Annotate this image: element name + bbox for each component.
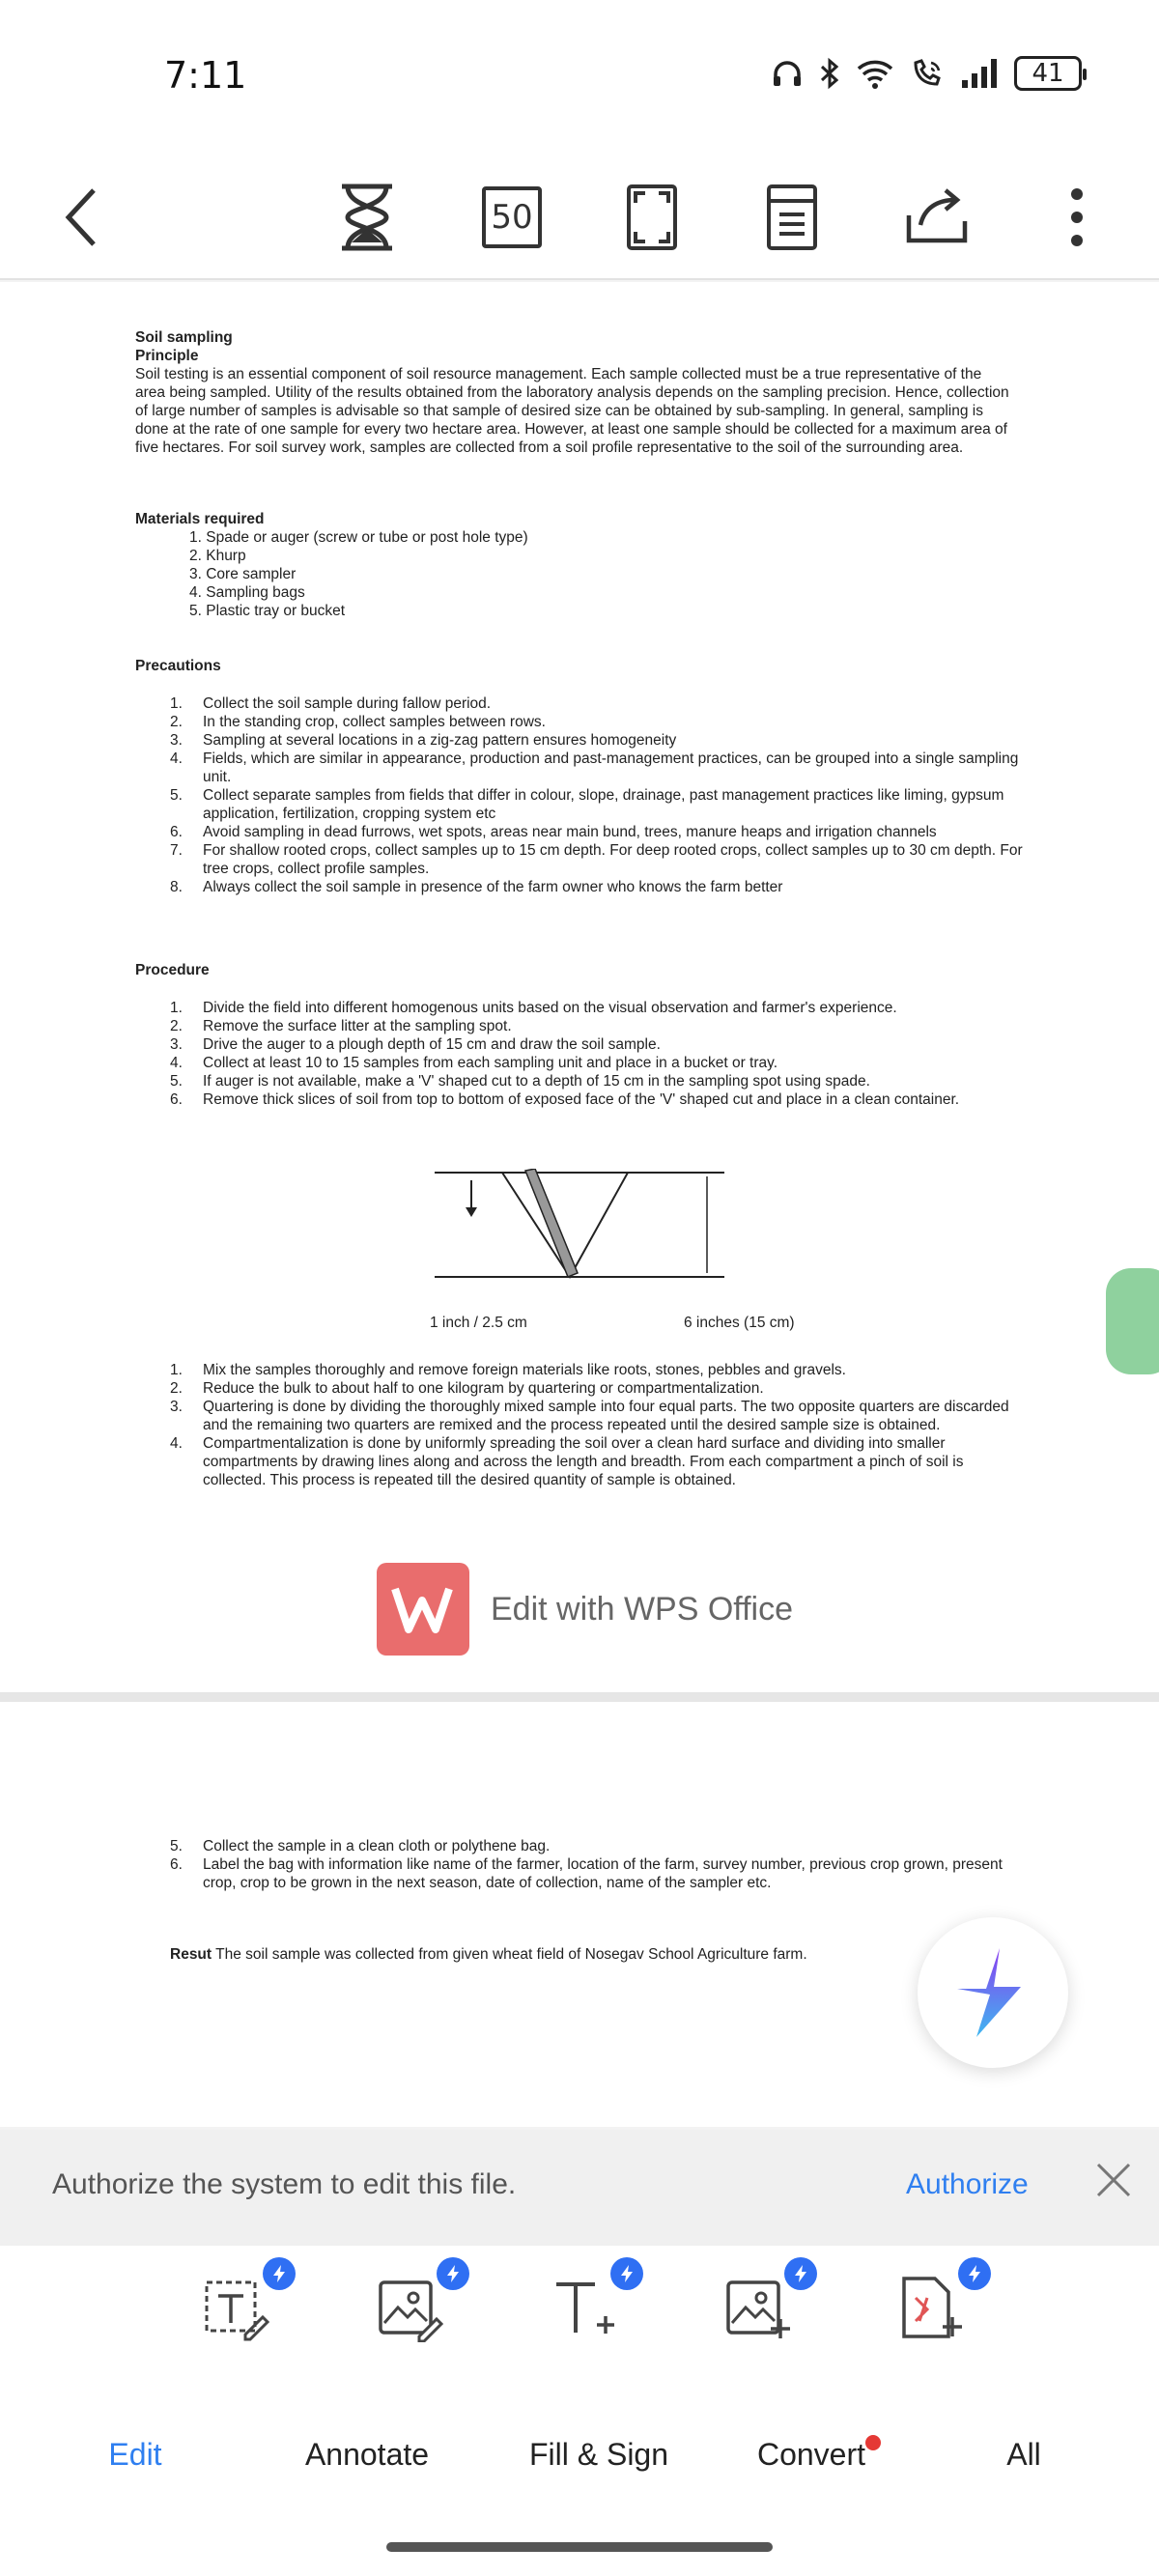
add-text-tool[interactable] (551, 2275, 628, 2352)
list-item: 1. Collect the soil sample during fallow period. (170, 695, 492, 712)
premium-badge-icon (437, 2257, 469, 2290)
add-text-icon (551, 2275, 618, 2342)
close-banner-button[interactable] (1094, 2161, 1133, 2203)
precautions-list (135, 694, 1024, 896)
close-icon (1094, 2161, 1133, 2199)
figure-left-caption: 1 inch / 2.5 cm (430, 1315, 527, 1331)
add-image-tool[interactable] (724, 2275, 802, 2352)
add-image-icon (724, 2275, 792, 2342)
list-item: 5. If auger is not available, make a 'V' shaped cut to a depth of 15 cm in the sampling spot using spade. (170, 1073, 870, 1090)
mixing-section (135, 1361, 1024, 1489)
premium-badge-icon (263, 2257, 296, 2290)
wifi-calling-icon (910, 57, 945, 90)
list-item: 2. In the standing crop, collect samples between rows. (170, 714, 546, 730)
authorize-button[interactable]: Authorize (906, 2168, 1029, 2200)
premium-badge-icon (958, 2257, 991, 2290)
hourglass-icon (338, 183, 396, 252)
tab-convert[interactable]: Convert (756, 2437, 866, 2472)
edit-tools-row (0, 2246, 1159, 2391)
list-item: 2. Remove the surface litter at the sampling spot. (170, 1018, 512, 1034)
status-bar (0, 0, 1159, 155)
list-item: 3. Core sampler (189, 566, 297, 582)
list-item: 1. Divide the field into different homogenous units based on the visual observation and farmer's experience. (170, 1000, 897, 1016)
more-icon (1070, 186, 1084, 248)
list-item: 1. Mix the samples thoroughly and remove foreign materials like roots, stones, pebbles and gravels. (170, 1362, 846, 1378)
materials-heading: Materials required (135, 511, 265, 527)
mixing-list (135, 1361, 1024, 1489)
list-item: 7. For shallow rooted crops, collect samples up to 15 cm depth. For deep rooted crops, collect samples up to 30 cm depth. For tree crops, collect profile samples. (170, 842, 1023, 877)
status-icons (771, 56, 1082, 91)
wifi-icon (856, 57, 894, 90)
tab-fill-sign[interactable]: Fill & Sign (528, 2437, 669, 2472)
add-pdf-page-tool[interactable] (898, 2275, 975, 2352)
result-line (170, 1945, 914, 1964)
edit-text-icon (203, 2275, 270, 2342)
list-item: 5. Collect the sample in a clean cloth or polythene bag. (170, 1838, 551, 1854)
viewer-toolbar (0, 155, 1159, 280)
figure-right-caption: 6 inches (15 cm) (684, 1315, 795, 1331)
precautions-section (135, 657, 1024, 896)
principle-paragraph: Soil testing is an essential component of soil resource management. Each sample collected must be a true representative of the area being sampled. Utility of the results obtained from the laboratory analysis depends on the sampling precision. Hence, collection of large number of samples is advisable so that sample of desired size can be obtained by sub-sampling. In general, sampling is done at the rate of one sample for every two hectare area. However, at least one sample should be collected for a maximum area of five hectares. For soil survey work, samples are collected from a soil profile representative to the soil of the surrounding area. (135, 366, 1009, 456)
read-mode-icon (766, 184, 818, 251)
list-item: 3. Quartering is done by dividing the thoroughly mixed sample into four equal parts. The two opposite quarters are discarded and the remaining two quarters are remixed and the process repeated until the desired sample size is obtained. (170, 1399, 1009, 1433)
back-button[interactable] (48, 155, 116, 280)
list-item: 3. Sampling at several locations in a zig-zag pattern ensures homogeneity (170, 732, 677, 749)
tab-all[interactable]: All (1006, 2437, 1041, 2472)
materials-list (135, 528, 528, 620)
premium-badge-icon (610, 2257, 643, 2290)
fullscreen-icon (626, 184, 678, 251)
list-item: 6. Avoid sampling in dead furrows, wet spots, areas near main bund, trees, manure heaps and irrigation channels (170, 824, 937, 840)
page-count-button[interactable] (473, 155, 551, 280)
share-button[interactable] (893, 155, 980, 280)
v-cut-diagram (425, 1169, 734, 1285)
signal-icon (960, 57, 999, 90)
wps-edit-label: Edit with WPS Office (491, 1590, 794, 1628)
list-item: 5. Plastic tray or bucket (189, 603, 346, 619)
sparkle-icon (951, 1944, 1034, 2041)
principle-heading: Principle (135, 348, 199, 364)
materials-section (135, 510, 528, 620)
battery-indicator: 41 (1014, 56, 1082, 91)
pdf-add-icon (898, 2275, 966, 2342)
final-steps-section (135, 1837, 1024, 1892)
authorize-banner (0, 2130, 1159, 2246)
back-icon (63, 186, 101, 248)
procedure-heading: Procedure (135, 962, 210, 978)
read-mode-button[interactable] (753, 155, 831, 280)
precautions-heading: Precautions (135, 658, 221, 674)
home-indicator[interactable] (386, 2542, 773, 2552)
share-icon (903, 186, 971, 248)
list-item: 4. Collect at least 10 to 15 samples from each sampling unit and place in a bucket or tray. (170, 1055, 778, 1071)
list-item: 8. Always collect the soil sample in presence of the farm owner who knows the farm better (170, 879, 783, 895)
list-item: 2. Reduce the bulk to about half to one kilogram by quartering or compartmentalization. (170, 1380, 764, 1397)
bluetooth-icon (819, 57, 840, 90)
list-item: 6. Label the bag with information like name of the farmer, location of the farm, survey number, previous crop grown, present crop, crop to be grown in the next season, date of collection, name of the sampler etc. (170, 1856, 1003, 1891)
edit-text-tool[interactable] (203, 2275, 280, 2352)
authorize-message: Authorize the system to edit this file. (52, 2168, 517, 2200)
clock: 7:11 (164, 54, 247, 97)
page-header (135, 328, 1014, 457)
procedure-section (135, 961, 1024, 1109)
wps-edit-banner[interactable] (377, 1563, 793, 1656)
list-item: 3. Drive the auger to a plough depth of 15 cm and draw the soil sample. (170, 1036, 661, 1053)
list-item: 1. Spade or auger (screw or tube or post hole type) (189, 529, 528, 546)
page-count-icon: 50 (482, 186, 542, 248)
fullscreen-button[interactable] (613, 155, 691, 280)
tab-edit[interactable]: Edit (108, 2437, 162, 2472)
procedure-list (135, 999, 1024, 1109)
document-page (0, 282, 1159, 1692)
reading-timer-button[interactable] (328, 155, 406, 280)
list-item: 4. Fields, which are similar in appearance, production and past-management practices, can be grouped into a single sampling unit. (170, 750, 1019, 785)
list-item: 4. Sampling bags (189, 584, 305, 601)
list-item: 4. Compartmentalization is done by uniformly spreading the soil over a clean hard surface and dividing into smaller compartments by drawing lines along and across the length and breadth. From each compartment a pinch of soil is collected. This process is repeated till the desired quantity of sample is obtained. (170, 1435, 964, 1488)
result-text: The soil sample was collected from given wheat field of Nosegav School Agriculture farm. (215, 1946, 807, 1963)
final-steps-list (135, 1837, 1024, 1892)
notification-dot (865, 2435, 881, 2450)
more-button[interactable] (1043, 155, 1111, 280)
tab-annotate[interactable]: Annotate (304, 2437, 430, 2472)
list-item: 2. Khurp (189, 548, 246, 564)
wps-logo-icon (377, 1563, 469, 1656)
headphones-icon (771, 57, 804, 90)
premium-badge-icon (784, 2257, 817, 2290)
page-divider (0, 1692, 1159, 1702)
doc-title: Soil sampling (135, 329, 233, 346)
result-label: Resut (170, 1946, 212, 1963)
ai-assistant-button[interactable] (918, 1917, 1068, 2068)
edit-image-icon (377, 2275, 444, 2342)
edit-image-tool[interactable] (377, 2275, 454, 2352)
side-assistant-tab[interactable] (1106, 1268, 1159, 1374)
list-item: 5. Collect separate samples from fields that differ in colour, slope, drainage, past management practices like liming, gypsum application, fertilization, cropping system etc (170, 787, 1004, 822)
list-item: 6. Remove thick slices of soil from top to bottom of exposed face of the 'V' shaped cut and place in a clean container. (170, 1091, 960, 1108)
